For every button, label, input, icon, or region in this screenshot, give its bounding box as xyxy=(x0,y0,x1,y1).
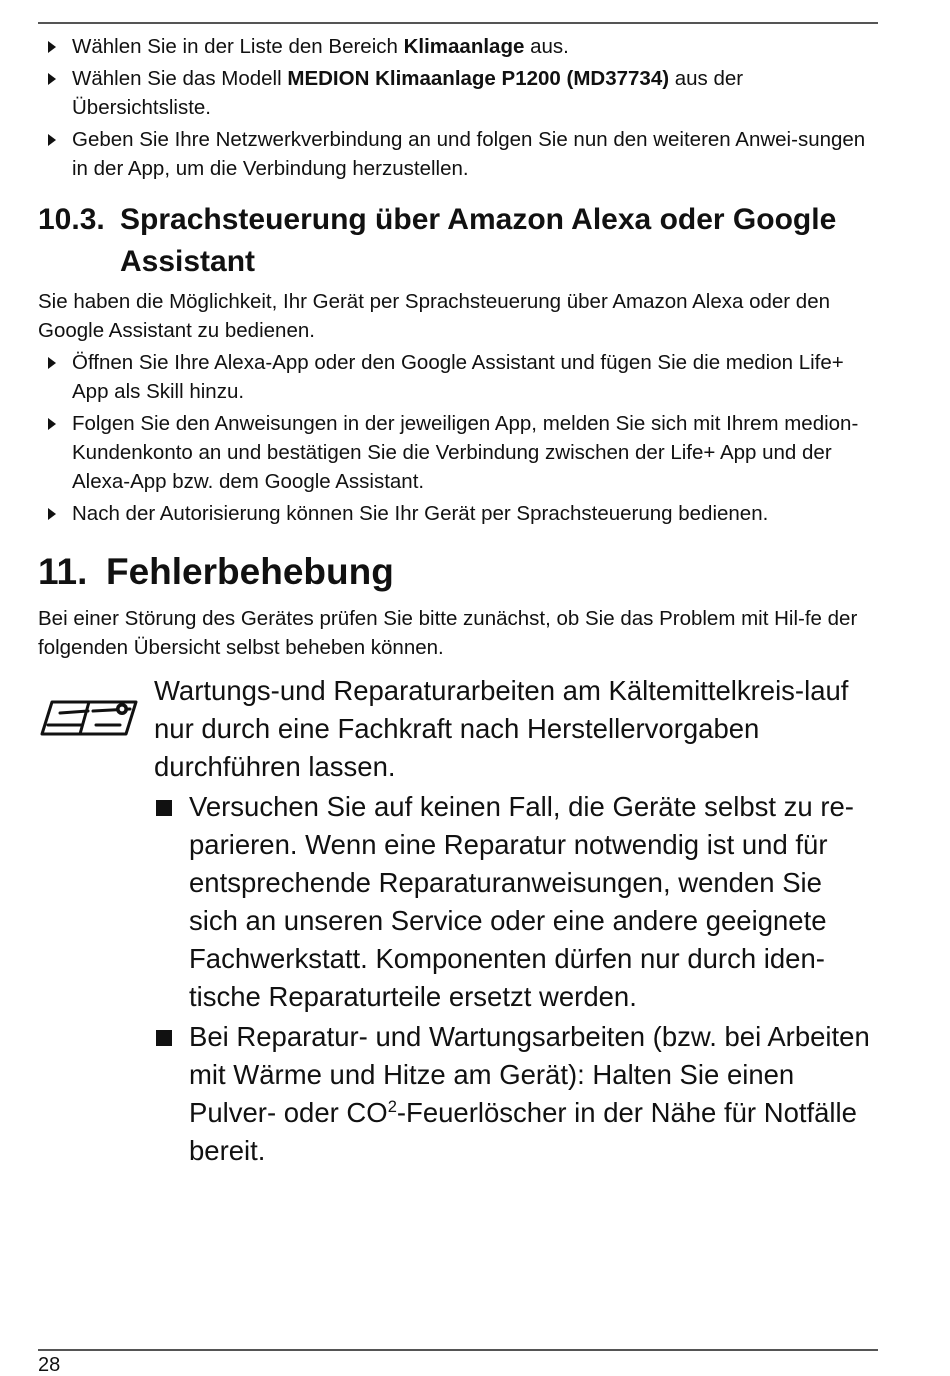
section-heading-10-3 xyxy=(38,199,878,283)
warning-intro: Wartungs-und Reparaturarbeiten am Kältemittelkreis-lauf nur durch eine Fachkraft nach Herstellervorgaben durchführen lassen. xyxy=(154,675,849,782)
triangle-bullet-icon xyxy=(48,418,56,430)
list-item: Bei Reparatur- und Wartungsarbeiten (bzw. bei Arbeiten mit Wärme und Hitze am Gerät): Halten Sie einen Pulver- oder $CO^2$-Feuerlöscher in der Nähe für Notfälle bereit. xyxy=(154,1018,878,1170)
section-intro: Bei einer Störung des Gerätes prüfen Sie bitte zunächst, ob Sie das Problem mit Hil-fe der folgenden Übersicht selbst beheben können. xyxy=(38,607,858,659)
square-bullet-icon xyxy=(156,800,172,816)
section-heading-11 xyxy=(38,550,878,594)
warning-block xyxy=(38,672,878,1170)
page-number: 28 xyxy=(38,1354,61,1376)
warning-list xyxy=(154,788,878,1170)
square-bullet-icon xyxy=(156,1030,172,1046)
manual-wrench-icon xyxy=(38,694,142,740)
page-content xyxy=(38,32,878,1172)
top-steps-list xyxy=(38,32,878,183)
list-item: Geben Sie Ihre Netzwerkverbindung an und folgen Sie nun den weiteren Anwei-sungen in der App, um die Verbindung herzustellen. xyxy=(38,125,878,183)
list-item: Wählen Sie das Modell MEDION Klimaanlage P1200 (MD37734) aus der Übersichtsliste. xyxy=(38,64,878,122)
triangle-bullet-icon xyxy=(48,508,56,520)
list-item: Versuchen Sie auf keinen Fall, die Geräte selbst zu re-parieren. Wenn eine Reparatur notwendig ist und für entsprechende Reparaturanweisungen, wenden Sie sich an unseren Service oder eine andere geeignete Fachwerkstatt. Komponenten dürfen nur durch iden-tische Reparaturteile ersetzt werden. xyxy=(154,788,878,1016)
list-item: Öffnen Sie Ihre Alexa-App oder den Google Assistant und fügen Sie die medion Life+ App als Skill hinzu. xyxy=(38,348,878,406)
list-item: Folgen Sie den Anweisungen in der jeweiligen App, melden Sie sich mit Ihrem medion-Kundenkonto an und bestätigen Sie die Verbindung zwischen der Life+ App und der Alexa-App bzw. dem Google Assistant. xyxy=(38,409,878,496)
voice-steps-list xyxy=(38,348,878,528)
triangle-bullet-icon xyxy=(48,73,56,85)
bottom-rule xyxy=(38,1349,878,1351)
top-rule xyxy=(38,22,878,24)
triangle-bullet-icon xyxy=(48,41,56,53)
list-item: Nach der Autorisierung können Sie Ihr Gerät per Sprachsteuerung bedienen. xyxy=(38,499,878,528)
triangle-bullet-icon xyxy=(48,357,56,369)
section-intro: Sie haben die Möglichkeit, Ihr Gerät per Sprachsteuerung über Amazon Alexa oder den Google Assistant zu bedienen. xyxy=(38,290,831,342)
section-number: 10.3. xyxy=(38,203,105,236)
list-item: Wählen Sie in der Liste den Bereich Klimaanlage aus. xyxy=(38,32,878,61)
section-title: Sprachsteuerung über Amazon Alexa oder Google Assistant xyxy=(120,203,837,278)
section-title: Fehlerbehebung xyxy=(106,551,394,592)
section-number: 11. xyxy=(38,551,88,592)
triangle-bullet-icon xyxy=(48,134,56,146)
